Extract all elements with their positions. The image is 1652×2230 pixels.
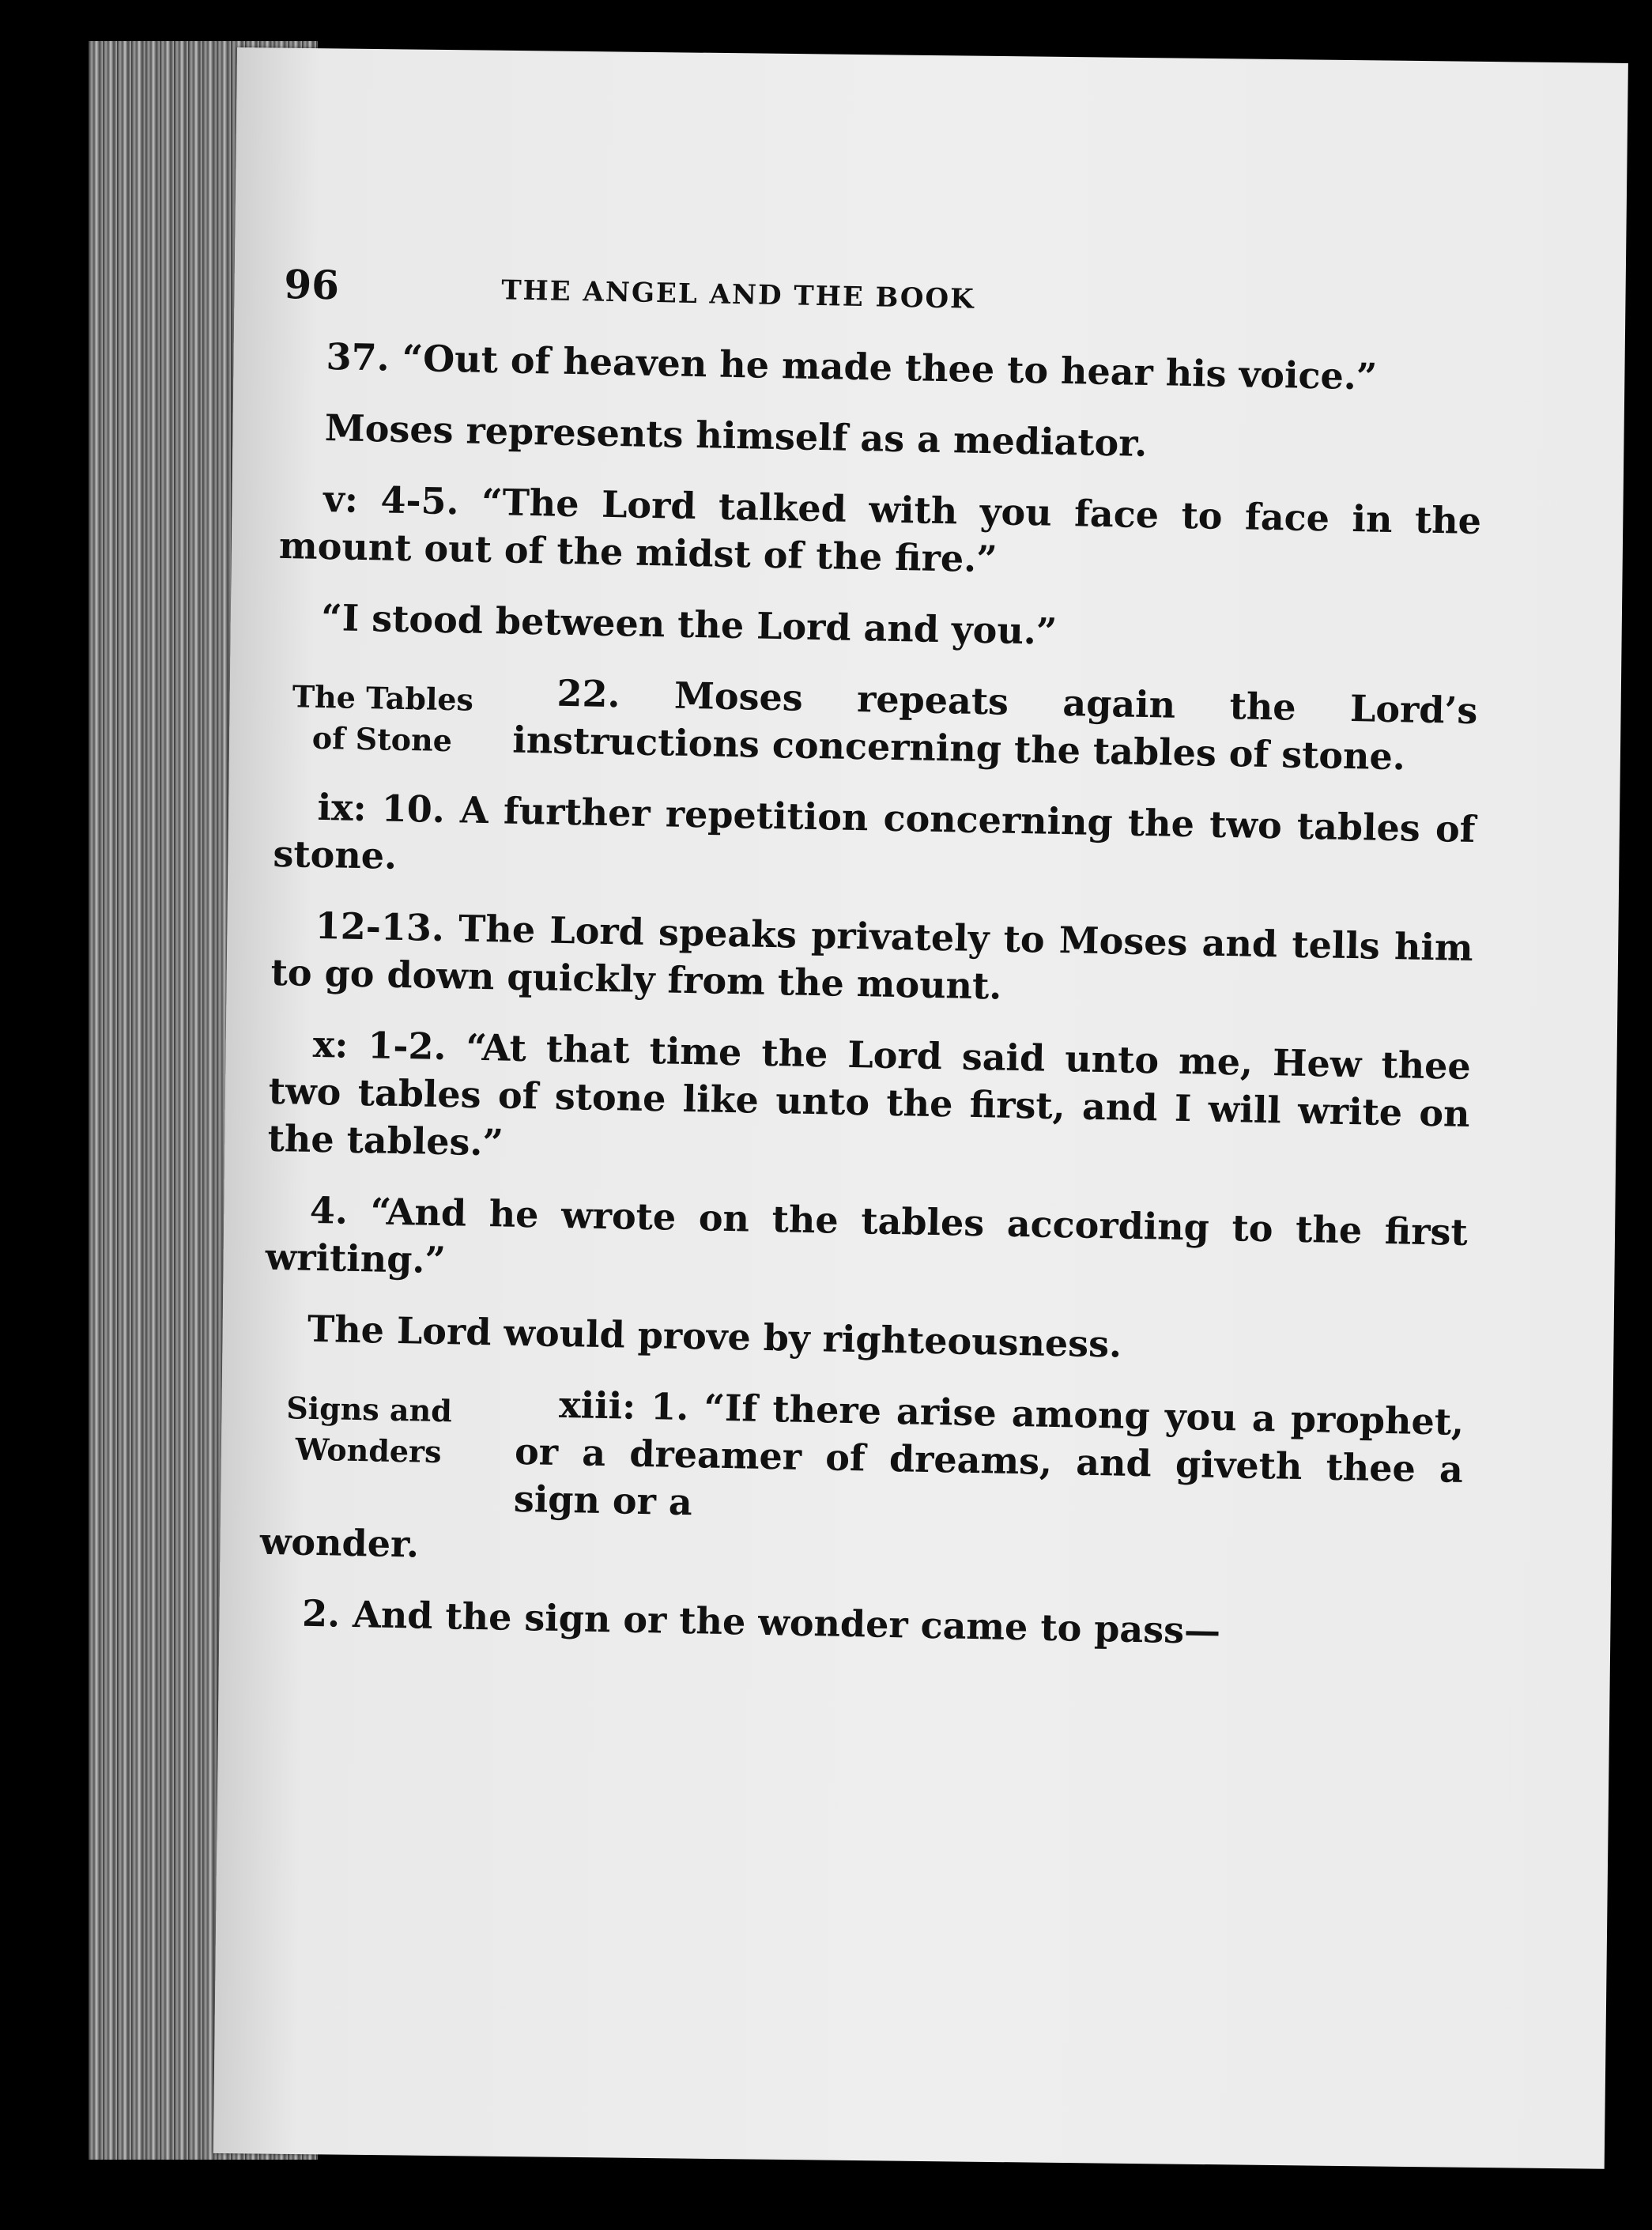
paragraph-3: v: 4-5. “The Lord talked with you face to face in the mount out of the midst of the fire.” — [278, 477, 1482, 581]
paragraph-8: x: 1-2. “At that time the Lord said unto me, Hew thee two tables of stone like unto the first, and I will write on the tables.” — [267, 1022, 1472, 1164]
paragraph-5: 22. Moses repeats again the Lord’s instructions concerning the tables of stone. — [511, 671, 1478, 779]
paragraph-12: 2. And the sign or the wonder came to pass— — [301, 1591, 1221, 1653]
sidenote-tables-of-stone: The Tables of Stone — [292, 678, 474, 759]
paragraph-11: xiii: 1. “If there arise among you a prophet, or a dreamer of dreams, and giveth thee a sign or a — [513, 1383, 1465, 1524]
paragraph-11-tail: wonder. — [259, 1519, 420, 1566]
signs-and-wonders-section — [260, 1375, 1464, 1541]
paragraph-4: “I stood between the Lord and you.” — [320, 595, 1058, 653]
sidenote-signs-and-wonders: Signs and Wonders — [285, 1390, 453, 1470]
paragraph-9: 4. “And he wrote on the tables according to the first writing.” — [265, 1188, 1469, 1282]
running-head: THE ANGEL AND THE BOOK — [500, 274, 976, 315]
page-content — [258, 261, 1486, 1683]
paragraph-2: Moses represents himself as a mediator. — [324, 406, 1148, 465]
paragraph-7: 12-13. The Lord speaks privately to Moses and tells him to go down quickly from the mount. — [270, 904, 1474, 1008]
paragraph-1: 37. “Out of heaven he made thee to hear his voice.” — [326, 335, 1378, 398]
tables-of-stone-section — [275, 664, 1478, 782]
page-number: 96 — [283, 261, 340, 309]
paragraph-10: The Lord would prove by righteousness. — [307, 1307, 1122, 1366]
paragraph-6: ix: 10. A further repetition concerning the two tables of stone. — [273, 785, 1476, 877]
